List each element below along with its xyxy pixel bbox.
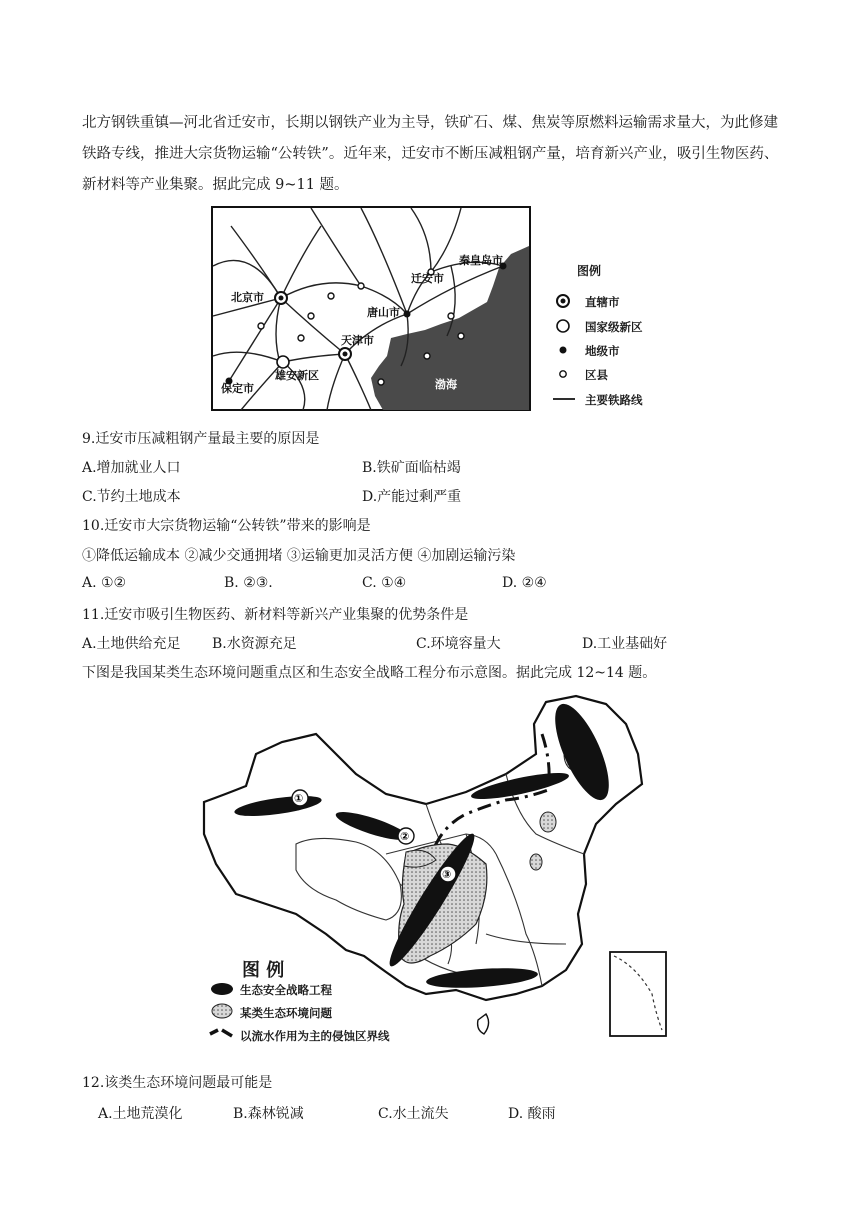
legend-railway: 主要铁路线 xyxy=(585,393,643,407)
legend-national-new-area: 国家级新区 xyxy=(585,320,643,334)
q12-stem: 12.该类生态环境问题最可能是 xyxy=(82,1075,273,1091)
label-xiongan: 雄安新区 xyxy=(275,369,319,382)
map2-legend-symbols xyxy=(208,980,238,1046)
legend-municipality: 直辖市 xyxy=(585,295,620,309)
map2-legend-title: 图 例 xyxy=(242,960,285,981)
q9-option-a[interactable]: A.增加就业人口 xyxy=(82,460,181,476)
q9-option-c[interactable]: C.节约土地成本 xyxy=(82,489,181,505)
q10-stem: 10.迁安市大宗货物运输“公转铁”带来的影响是 xyxy=(82,518,371,534)
marker-3: ③ xyxy=(442,868,452,881)
q11-stem: 11.迁安市吸引生物医药、新材料等新兴产业集聚的优势条件是 xyxy=(82,607,469,623)
q10-option-c[interactable]: C. ①④ xyxy=(362,575,407,591)
q11-option-a[interactable]: A.土地供给充足 xyxy=(82,636,181,652)
q11-option-c[interactable]: C.环境容量大 xyxy=(416,636,501,652)
railway-map xyxy=(211,206,531,411)
legend-erosion-boundary: 以流水作用为主的侵蚀区界线 xyxy=(240,1029,390,1043)
map1-legend-symbols xyxy=(553,292,577,412)
map1-legend-title: 图例 xyxy=(577,264,602,278)
intro-paragraph-1: 北方钢铁重镇—河北省迁安市，长期以钢铁产业为主导，铁矿石、煤、焦炭等原燃料运输需求量大，为此修建铁路专线，推进大宗货物运输“公转铁”。近年来，迁安市不断压减粗钢产量，培育新兴产业，吸引生物医药、新材料等产业集聚。据此完成 9~11 题。 xyxy=(82,115,779,193)
railway-map-svg xyxy=(211,206,531,411)
label-bohai: 渤海 xyxy=(435,378,457,391)
legend-county: 区县 xyxy=(585,368,608,382)
label-qianan: 迁安市 xyxy=(411,272,444,285)
marker-2: ② xyxy=(400,830,410,843)
q12-option-b[interactable]: B.森林锐减 xyxy=(233,1106,304,1122)
intro-paragraph-2: 下图是我国某类生态环境问题重点区和生态安全战略工程分布示意图。据此完成 12~14 题。 xyxy=(82,665,657,681)
q11-option-b[interactable]: B.水资源充足 xyxy=(212,636,297,652)
label-tangshan: 唐山市 xyxy=(367,306,400,319)
q11-option-d[interactable]: D.工业基础好 xyxy=(582,636,668,652)
label-baoding: 保定市 xyxy=(221,382,254,395)
q10-option-b[interactable]: B. ②③. xyxy=(224,575,273,591)
q9-stem: 9.迁安市压减粗钢产量最主要的原因是 xyxy=(82,431,320,447)
legend-prefecture-city: 地级市 xyxy=(585,344,620,358)
q12-option-d[interactable]: D. 酸雨 xyxy=(508,1106,556,1122)
q10-option-d[interactable]: D. ②④ xyxy=(502,575,547,591)
label-qinhuangdao: 秦皇岛市 xyxy=(459,254,503,267)
q12-option-c[interactable]: C.水土流失 xyxy=(378,1106,449,1122)
q12-option-a[interactable]: A.土地荒漠化 xyxy=(98,1106,183,1122)
label-beijing: 北京市 xyxy=(231,291,264,304)
marker-1: ① xyxy=(294,792,304,805)
q9-option-b[interactable]: B.铁矿面临枯竭 xyxy=(362,460,461,476)
legend-eco-problem: 某类生态环境问题 xyxy=(240,1006,332,1020)
legend-eco-engineering: 生态安全战略工程 xyxy=(240,983,332,997)
q10-option-a[interactable]: A. ①② xyxy=(82,575,127,591)
label-tianjin: 天津市 xyxy=(341,334,374,347)
china-eco-map-svg xyxy=(186,694,676,1058)
china-eco-map xyxy=(186,694,676,1058)
q9-option-d[interactable]: D.产能过剩严重 xyxy=(362,489,462,505)
q10-statements: ①降低运输成本 ②减少交通拥堵 ③运输更加灵活方便 ④加剧运输污染 xyxy=(82,548,516,564)
